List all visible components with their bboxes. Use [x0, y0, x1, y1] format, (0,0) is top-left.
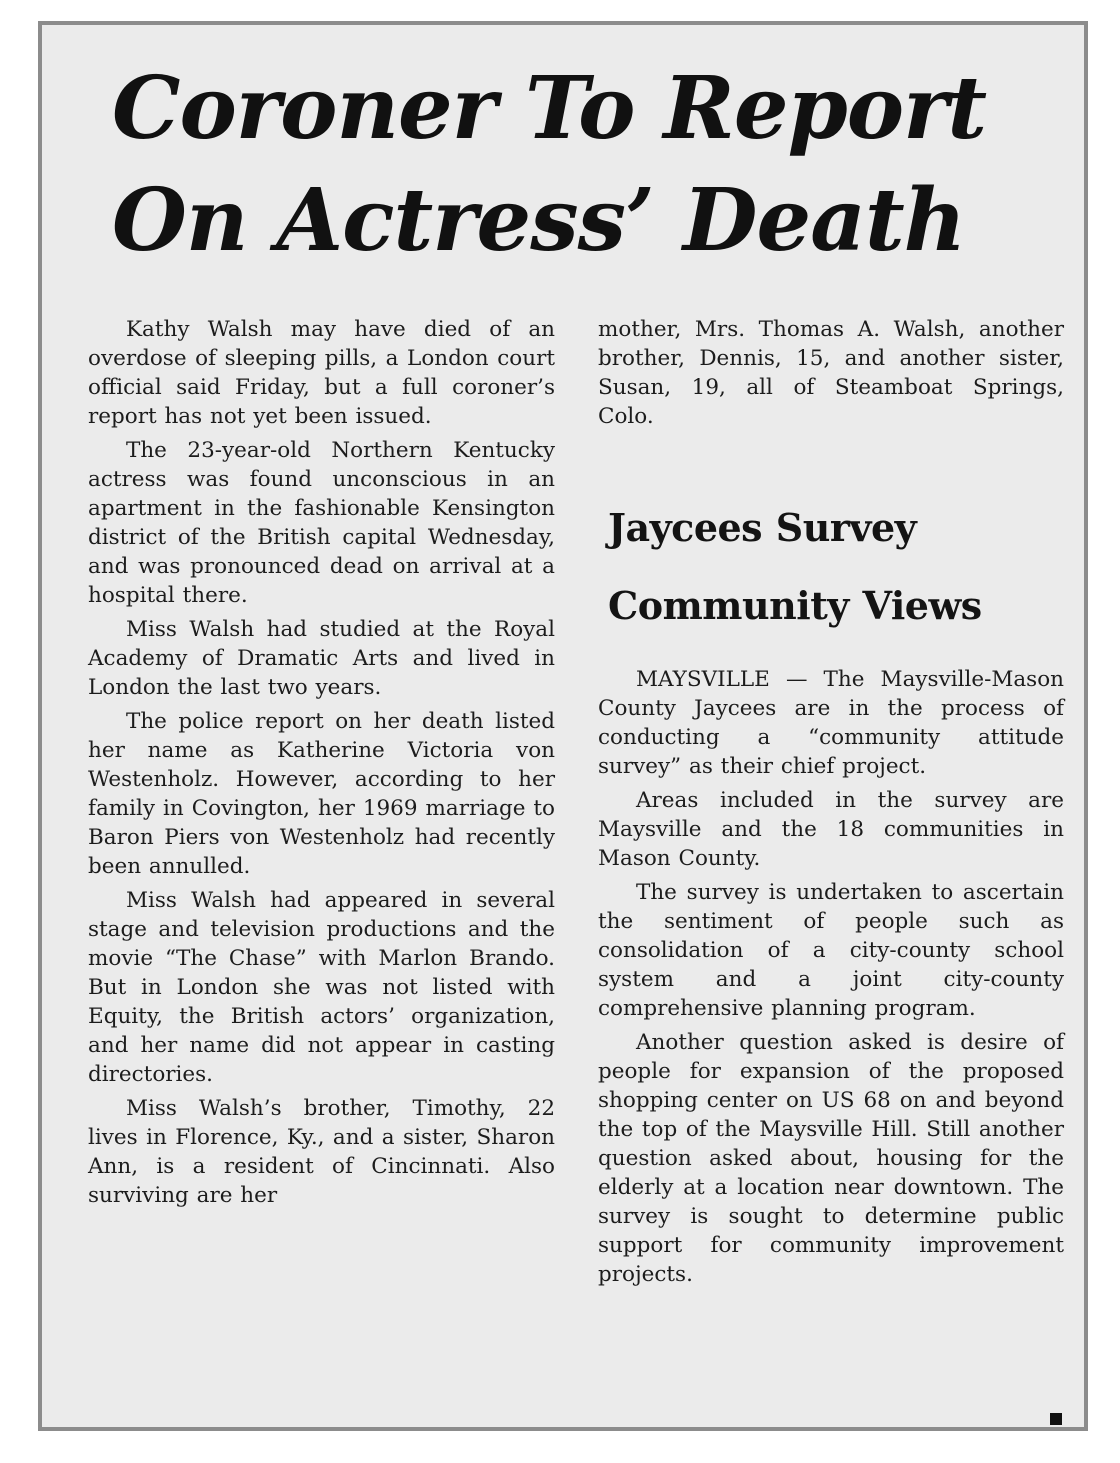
sub-headline-line: Community Views — [608, 583, 982, 628]
right-column — [598, 315, 1064, 1294]
article-paragraph: The 23-year-old Northern Kentucky actress was found unconscious in an apartment in the fashionable Kensington district of the British capital Wednesday, and was pronounced dead on arrival at a hospital there. — [88, 438, 555, 608]
newspaper-clipping — [38, 21, 1088, 1431]
article-paragraph: Areas included in the survey are Maysville and the 18 communities in Mason County. — [598, 788, 1064, 871]
article-paragraph: The survey is undertaken to ascertain the sentiment of people such as consolidation of a city-county school system and a joint city-county comprehensive planning program. — [598, 880, 1064, 1021]
article-paragraph: Kathy Walsh may have died of an overdose of sleeping pills, a London court official said Friday, but a full coroner’s report has not yet been issued. — [88, 317, 555, 429]
left-column — [88, 315, 555, 1215]
sub-headline-line: Jaycees Survey — [608, 505, 917, 550]
end-mark-icon — [1050, 1413, 1062, 1425]
article-paragraph: Miss Walsh had studied at the Royal Academy of Dramatic Arts and lived in London the last two years. — [88, 617, 555, 700]
article-continuation: mother, Mrs. Thomas A. Walsh, another brother, Dennis, 15, and another sister, Susan, 19, all of Steamboat Springs, Colo. — [598, 317, 1064, 429]
article-paragraph: Another question asked is desire of people for expansion of the proposed shopping center on US 68 on and beyond the top of the Maysville Hill. Still another question asked about, housing for the elderly at a location near downtown. The survey is sought to determine public support for community improvement projects. — [598, 1030, 1064, 1287]
article-paragraph: The police report on her death listed her name as Katherine Victoria von Westenholz. However, according to her family in Covington, her 1969 marriage to Baron Piers von Westenholz had recently been annulled. — [88, 709, 555, 879]
main-headline: Coroner To Report On Actress’ Death — [112, 58, 987, 271]
article-paragraph: Miss Walsh had appeared in several stage and television productions and the movie “The Chase” with Marlon Brando. But in London she was not listed with Equity, the British actors’ organization, and her name did not appear in casting directories. — [88, 888, 555, 1087]
article-paragraph: Miss Walsh’s brother, Timothy, 22 lives in Florence, Ky., and a sister, Sharon Ann, is a resident of Cincinnati. Also surviving are her — [88, 1096, 555, 1208]
article-paragraph: MAYSVILLE — The Maysville-Mason County Jaycees are in the process of conducting a “community attitude survey” as their chief project. — [598, 667, 1064, 779]
sub-headline — [608, 489, 1064, 645]
